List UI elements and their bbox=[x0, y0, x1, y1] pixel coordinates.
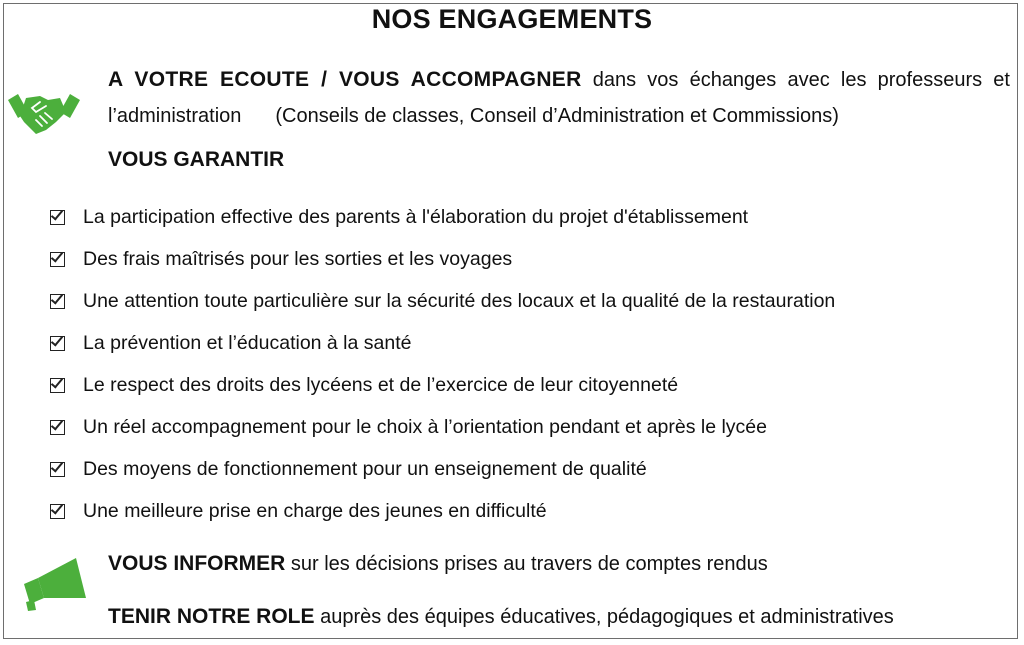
checkbox-icon bbox=[50, 378, 65, 393]
list-item bbox=[48, 238, 835, 280]
section-inform bbox=[108, 552, 768, 576]
section-listen-heading: A VOTRE ECOUTE / VOUS ACCOMPAGNER bbox=[108, 68, 582, 91]
section-role-text: auprès des équipes éducatives, pédagogiques et administratives bbox=[314, 606, 894, 628]
section-inform-heading: VOUS INFORMER bbox=[108, 552, 286, 575]
handshake-icon bbox=[6, 86, 82, 138]
section-listen-note: (Conseils de classes, Conseil d’Administration et Commissions) bbox=[275, 105, 839, 127]
section-guarantee-heading: VOUS GARANTIR bbox=[108, 148, 285, 171]
guarantee-list bbox=[48, 196, 835, 532]
section-role-heading: TENIR NOTRE ROLE bbox=[108, 605, 315, 628]
list-item-text: Des moyens de fonctionnement pour un enseignement de qualité bbox=[83, 457, 647, 480]
page-title: NOS ENGAGEMENTS bbox=[371, 4, 653, 34]
checkbox-icon bbox=[50, 294, 65, 309]
list-item-text: Le respect des droits des lycéens et de l’exercice de leur citoyenneté bbox=[83, 373, 679, 396]
section-listen bbox=[108, 62, 1010, 134]
list-item bbox=[48, 490, 835, 532]
list-item bbox=[48, 448, 835, 490]
section-inform-text: sur les décisions prises au travers de comptes rendus bbox=[285, 553, 768, 575]
checkbox-icon bbox=[50, 210, 65, 225]
list-item-text: Une meilleure prise en charge des jeunes en difficulté bbox=[83, 499, 547, 522]
checkbox-icon bbox=[50, 504, 65, 519]
checkbox-icon bbox=[50, 462, 65, 477]
section-listen-text: dans vos échanges avec les professeurs et l’administration bbox=[108, 69, 1010, 127]
list-item-text: La participation effective des parents à l'élaboration du projet d'établissement bbox=[83, 205, 749, 228]
list-item bbox=[48, 196, 835, 238]
section-role bbox=[108, 605, 894, 629]
checkbox-icon bbox=[50, 252, 65, 267]
list-item-text: Un réel accompagnement pour le choix à l’orientation pendant et après le lycée bbox=[83, 415, 767, 438]
checkbox-icon bbox=[50, 336, 65, 351]
list-item bbox=[48, 364, 835, 406]
list-item-text: Des frais maîtrisés pour les sorties et les voyages bbox=[83, 247, 513, 270]
checkbox-icon bbox=[50, 420, 65, 435]
list-item-text: Une attention toute particulière sur la sécurité des locaux et la qualité de la restauration bbox=[83, 289, 836, 312]
megaphone-icon bbox=[18, 554, 90, 612]
list-item bbox=[48, 322, 835, 364]
list-item bbox=[48, 406, 835, 448]
list-item-text: La prévention et l’éducation à la santé bbox=[83, 331, 412, 354]
list-item bbox=[48, 280, 835, 322]
